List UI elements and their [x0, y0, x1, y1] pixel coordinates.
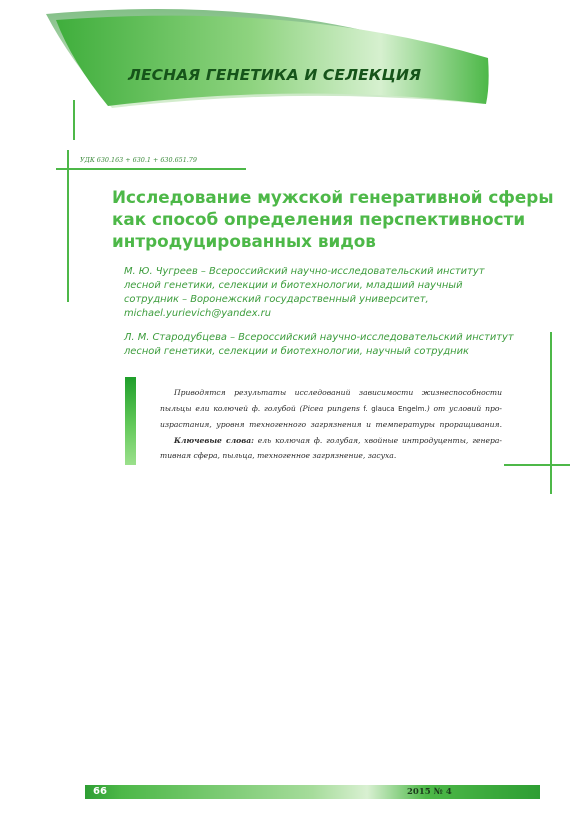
author-email[interactable]: michael.yurievich@yandex.ru — [124, 308, 271, 319]
author-line: лесной генетики, селекции и биотехнологии, научный сотрудник — [124, 346, 469, 357]
abstract-line: Приводятся результаты исследований зависимости жизнеспособности — [174, 388, 502, 397]
section-title: ЛЕСНАЯ ГЕНЕТИКА И СЕЛЕКЦИЯ — [128, 66, 422, 84]
abstract-accent-bar — [125, 377, 136, 465]
page-number: 66 — [93, 786, 107, 797]
abstract-line: пыльцы ели колючей ф. голубой (Picea pungens f. glauca Engelm.) от условий про- — [160, 403, 502, 413]
article-title — [112, 186, 562, 252]
author-line: М. Ю. Чугреев – Всероссийский научно-исследовательский институт — [124, 266, 485, 277]
title-line: интродуцированных видов — [112, 231, 376, 251]
issue-label: 2015 № 4 — [407, 787, 452, 797]
keywords-label: Ключевые слова: — [174, 435, 254, 445]
author-line: сотрудник – Воронежский государственный университет, — [124, 294, 429, 305]
right-vertical-rule — [550, 332, 552, 494]
title-line: как способ определения перспективности — [112, 209, 526, 229]
right-divider — [504, 464, 570, 466]
author-line: лесной генетики, селекции и биотехнологии, младший научный — [124, 280, 463, 291]
left-vertical-rule — [67, 150, 69, 302]
author-starodubtseva — [124, 331, 544, 359]
author-line: Л. М. Стародубцева – Всероссийский научно-исследовательский институт — [124, 332, 514, 343]
footer — [85, 785, 540, 799]
udk-code: УДК 630.163 + 630.1 + 630.651.79 — [80, 156, 197, 164]
author-chugreev — [124, 265, 544, 321]
latin-name: Picea pungens — [302, 403, 360, 413]
title-line: Исследование мужской генеративной сферы — [112, 187, 554, 207]
keywords-line: тивная сфера, пыльца, техногенное загрязнение, засуха. — [160, 451, 397, 460]
abstract-line: израстания, уровня техногенного загрязнения и температуры проращивания. — [160, 420, 502, 429]
keywords-line: Ключевые слова: ель колючая ф. голубая, хвойные интродуценты, генера- — [174, 435, 502, 445]
abstract — [160, 385, 502, 464]
footer-bar — [85, 785, 540, 799]
udk-divider — [56, 168, 246, 170]
